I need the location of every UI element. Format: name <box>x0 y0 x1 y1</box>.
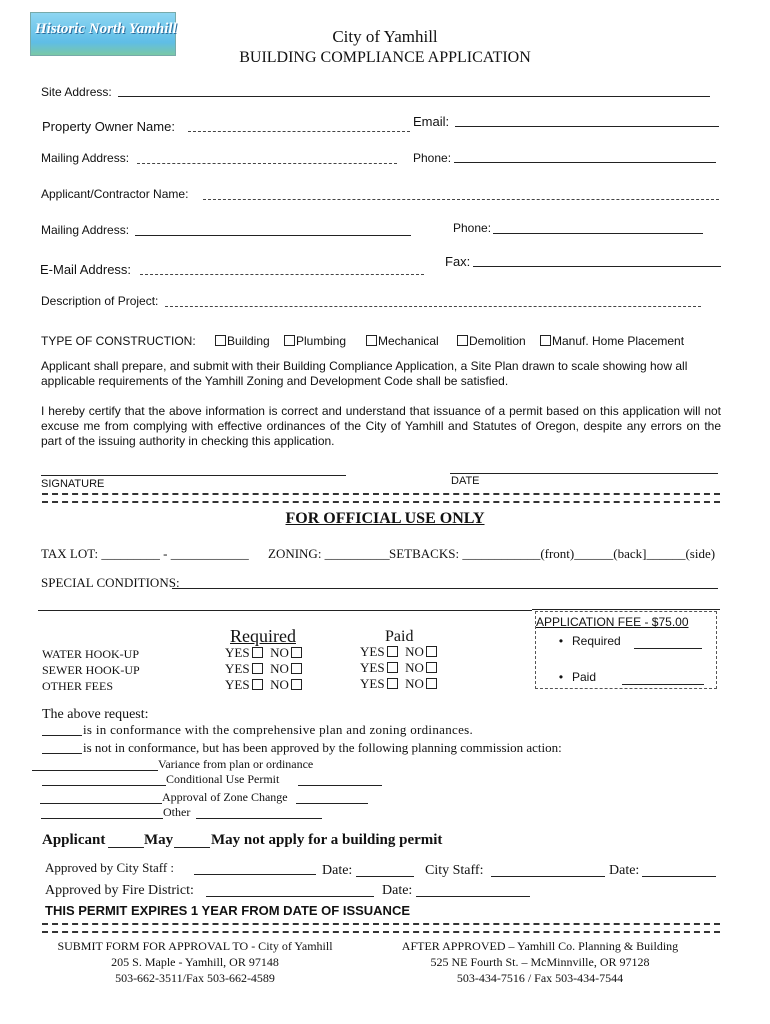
construction-type-label: TYPE OF CONSTRUCTION: <box>41 334 196 348</box>
construction-option-label: Plumbing <box>296 334 347 348</box>
approved-fire-label: Approved by Fire District: <box>45 883 194 898</box>
site-plan-instructions: Applicant shall prepare, and submit with their Building Compliance Application, a Site Plan drawn to scale showing how all applicable requirements of the Yamhill Zoning and Development Code shall be satisfied. <box>41 359 688 388</box>
section-divider <box>42 493 720 503</box>
application-fee-title: APPLICATION FEE - $75.00 <box>536 615 689 629</box>
form-title: BUILDING COMPLIANCE APPLICATION <box>239 49 531 66</box>
construction-option-label: Building <box>227 334 270 348</box>
checkbox-icon <box>426 662 437 673</box>
construction-option-demolition[interactable] <box>457 334 526 348</box>
zone-change-blank[interactable] <box>40 803 162 804</box>
paid-sewer-options[interactable] <box>360 660 438 676</box>
checkbox-icon <box>252 679 263 690</box>
email-label: Email: <box>413 114 450 129</box>
bullet-icon <box>550 634 572 648</box>
fee-paid-label: Paid <box>572 670 597 684</box>
may-label: May <box>144 832 174 848</box>
fee-row-water: WATER HOOK-UP <box>42 647 139 661</box>
no-label: NO <box>270 645 289 660</box>
description-field[interactable] <box>165 306 701 307</box>
checkbox-icon <box>252 647 263 658</box>
zone-change-detail[interactable] <box>296 803 368 804</box>
checkbox-icon <box>387 646 398 657</box>
conditional-use-label: Conditional Use Permit <box>166 772 280 786</box>
yes-label: YES <box>360 660 385 675</box>
site-address-label: Site Address: <box>41 85 112 99</box>
mailing-address-label: Mailing Address: <box>41 151 130 165</box>
fax-field[interactable] <box>473 266 721 267</box>
city-staff-date-field[interactable] <box>642 876 716 877</box>
signature-date-label: DATE <box>451 475 480 487</box>
approved-fire-date-field[interactable] <box>416 896 530 897</box>
fee-required-item[interactable] <box>550 634 621 648</box>
contractor-mailing-label: Mailing Address: <box>41 223 130 237</box>
signature-field[interactable] <box>41 475 346 476</box>
date-field[interactable] <box>450 473 718 474</box>
permit-expiration-notice: THIS PERMIT EXPIRES 1 YEAR FROM DATE OF ISSUANCE <box>45 903 411 918</box>
city-name: City of Yamhill <box>332 27 438 46</box>
approved-city-field[interactable] <box>194 874 316 875</box>
after-line-2: 525 NE Fourth St. – McMinnville, OR 97128 <box>430 955 650 969</box>
approved-city-date-field[interactable] <box>356 876 414 877</box>
site-address-field[interactable] <box>118 96 710 97</box>
submit-line-1: SUBMIT FORM FOR APPROVAL TO - City of Yamhill <box>57 939 333 953</box>
other-action-label: Other <box>163 805 191 819</box>
paid-water-options[interactable] <box>360 644 438 660</box>
yes-label: YES <box>225 645 250 660</box>
checkbox-icon <box>457 335 468 346</box>
certification-statement: I hereby certify that the above information is correct and understand that issuance of a permit based on this application will not excuse me from complying with effective ordinances of the City of Yamhill and Statutes of Oregon, despite any errors on the part of the issuing authority in checking this application. <box>41 404 721 448</box>
submit-line-2: 205 S. Maple - Yamhill, OR 97148 <box>111 955 279 969</box>
in-conformance-blank[interactable] <box>42 735 82 736</box>
submit-to-address <box>45 938 345 986</box>
construction-option-label: Manuf. Home Placement <box>552 334 685 348</box>
fee-required-line[interactable] <box>634 648 702 649</box>
contractor-name-field[interactable] <box>203 199 719 200</box>
phone-label: Phone: <box>413 151 452 165</box>
special-conditions-line-2[interactable] <box>38 610 532 611</box>
city-staff-field[interactable] <box>491 876 605 877</box>
no-label: NO <box>270 677 289 692</box>
no-label: NO <box>405 660 424 675</box>
owner-name-label: Property Owner Name: <box>42 119 175 134</box>
application-fee-box <box>535 611 717 689</box>
required-other-options[interactable] <box>225 677 303 693</box>
zone-change-label: Approval of Zone Change <box>162 790 288 804</box>
construction-option-label: Demolition <box>469 334 526 348</box>
fee-required-label: Required <box>572 634 621 648</box>
contractor-name-label: Applicant/Contractor Name: <box>41 187 189 201</box>
checkbox-icon <box>426 646 437 657</box>
approved-city-date-label: Date: <box>322 863 353 878</box>
special-conditions-field[interactable] <box>172 588 718 589</box>
mailing-address-field[interactable] <box>137 163 397 164</box>
construction-option-mechanical[interactable] <box>366 334 439 348</box>
approved-fire-field[interactable] <box>206 896 374 897</box>
fee-row-other: OTHER FEES <box>42 679 114 693</box>
approved-city-label: Approved by City Staff : <box>45 860 175 875</box>
contractor-email-label: E-Mail Address: <box>40 262 132 277</box>
no-label: NO <box>405 676 424 691</box>
tax-lot-field[interactable]: TAX LOT: _________ - ____________ <box>41 546 249 561</box>
fee-row-sewer: SEWER HOOK-UP <box>42 663 140 677</box>
applicant-may-blank[interactable] <box>108 847 144 848</box>
contractor-email-field[interactable] <box>140 274 424 275</box>
checkbox-icon <box>215 335 226 346</box>
approved-fire-date-label: Date: <box>382 883 413 898</box>
checkbox-icon <box>387 662 398 673</box>
yes-label: YES <box>360 676 385 691</box>
checkbox-icon <box>387 678 398 689</box>
setbacks-field[interactable]: SETBACKS: ____________(front)______(back]______(side) <box>389 546 716 561</box>
other-action-blank[interactable] <box>41 818 163 819</box>
checkbox-icon <box>252 663 263 674</box>
after-line-1: AFTER APPROVED – Yamhill Co. Planning & Building <box>401 939 679 953</box>
after-approved-address <box>390 938 690 986</box>
not-in-conformance-text: is not in conformance, but has been approved by the following planning commission action: <box>83 740 562 755</box>
owner-name-field[interactable] <box>188 131 410 132</box>
may-not-label: May not apply for a building permit <box>211 832 443 848</box>
conditional-use-detail[interactable] <box>298 785 382 786</box>
bullet-icon <box>550 670 572 684</box>
checkbox-icon <box>366 335 377 346</box>
conditional-use-blank[interactable] <box>42 785 166 786</box>
checkbox-icon <box>426 678 437 689</box>
contractor-phone-field[interactable] <box>493 233 703 234</box>
special-conditions-label: SPECIAL CONDITIONS: <box>41 575 180 590</box>
logo-text: Historic North Yamhill <box>35 21 177 37</box>
checkbox-icon <box>291 663 302 674</box>
email-field[interactable] <box>455 126 719 127</box>
applicant-may-not-blank[interactable] <box>174 847 210 848</box>
checkbox-icon <box>284 335 295 346</box>
paid-column-header: Paid <box>385 628 414 645</box>
other-action-detail[interactable] <box>196 818 322 819</box>
not-in-conformance-blank[interactable] <box>42 753 82 754</box>
phone-field[interactable] <box>454 162 716 163</box>
yes-label: YES <box>225 677 250 692</box>
signature-label: SIGNATURE <box>41 478 105 490</box>
construction-option-building[interactable] <box>215 334 270 348</box>
city-staff-date-label: Date: <box>609 863 640 878</box>
yes-label: YES <box>360 644 385 659</box>
zoning-field[interactable]: ZONING: __________ <box>268 546 390 561</box>
city-staff-label: City Staff: <box>425 863 484 878</box>
no-label: NO <box>270 661 289 676</box>
no-label: NO <box>405 644 424 659</box>
construction-option-manuf-home[interactable] <box>540 334 684 348</box>
construction-option-plumbing[interactable] <box>284 334 346 348</box>
variance-label: Variance from plan or ordinance <box>158 757 314 771</box>
submit-line-3: 503-662-3511/Fax 503-662-4589 <box>115 971 275 985</box>
in-conformance-text: is in conformance with the comprehensive plan and zoning ordinances. <box>83 722 474 737</box>
required-sewer-options[interactable] <box>225 661 303 677</box>
fee-paid-line[interactable] <box>622 684 704 685</box>
after-line-3: 503-434-7516 / Fax 503-434-7544 <box>456 971 624 985</box>
official-use-heading: FOR OFFICIAL USE ONLY <box>285 510 485 527</box>
checkbox-icon <box>540 335 551 346</box>
fee-box-top-rule <box>532 609 720 610</box>
contractor-mailing-field[interactable] <box>135 235 411 236</box>
description-label: Description of Project: <box>41 294 159 308</box>
applicant-label: Applicant <box>42 832 106 848</box>
conformance-intro: The above request: <box>42 707 149 722</box>
checkbox-icon <box>291 647 302 658</box>
variance-blank[interactable] <box>32 770 158 771</box>
fee-paid-item[interactable] <box>550 670 596 684</box>
fax-label: Fax: <box>445 254 471 269</box>
required-column-header: Required <box>230 626 296 646</box>
construction-option-label: Mechanical <box>378 334 439 348</box>
checkbox-icon <box>291 679 302 690</box>
required-water-options[interactable] <box>225 645 303 661</box>
yes-label: YES <box>225 661 250 676</box>
paid-other-options[interactable] <box>360 676 438 692</box>
footer-divider <box>42 923 720 933</box>
contractor-phone-label: Phone: <box>453 221 492 235</box>
